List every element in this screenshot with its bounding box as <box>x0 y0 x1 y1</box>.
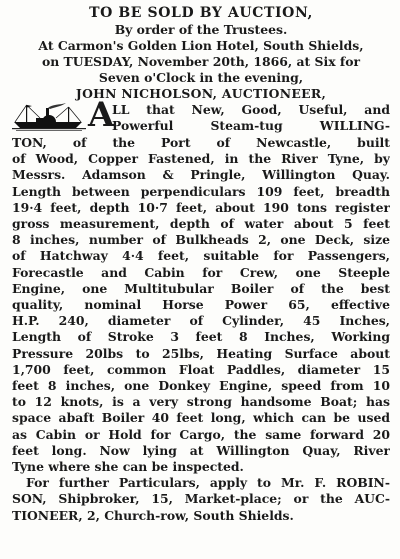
contact-footer <box>12 475 390 524</box>
body-line: H.P. 240, diameter of Cylinder, 45 Inches, <box>12 313 390 329</box>
body-line: Length of Stroke 3 feet 8 Inches, Working <box>12 329 390 345</box>
body-line: Engine, one Multitubular Boiler of the best <box>12 280 390 296</box>
body-line: feet 8 inches, one Donkey Engine, speed from 10 <box>12 378 390 394</box>
body-line: feet long. Now lying at Willington Quay, River <box>12 442 390 458</box>
time-line: Seven o'Clock in the evening, <box>98 70 304 85</box>
body-line: gross measurement, depth of water about 5 feet <box>12 216 390 232</box>
footer-line: TIONEER, 2, Church-row, South Shields. <box>12 507 294 523</box>
venue-line: At Carmon's Golden Lion Hotel, South Shields, <box>38 38 364 53</box>
body-line: Length between perpendiculars 109 feet, breadth <box>12 183 390 199</box>
body-line: Pressure 20lbs to 25lbs, Heating Surface about <box>12 345 390 361</box>
footer-line: SON, Shipbroker, 15, Market-place; or the AUC- <box>12 491 390 507</box>
body-line: to 12 knots, is a very strong handsome Boat; has <box>12 394 390 410</box>
auctioneer-name: JOHN NICHOLSON, <box>75 86 218 101</box>
body-line: 8 inches, number of Bulkheads 2, one Deck, size <box>12 232 390 248</box>
order-line: By order of the Trustees. <box>114 22 288 37</box>
auction-advertisement <box>12 4 390 524</box>
intro-line-2: Powerful Steam-tug WILLING- <box>112 118 390 133</box>
intro-block <box>12 95 390 135</box>
auctioneer-line <box>12 86 390 102</box>
footer-line: For further Particulars, apply to Mr. F. ROBIN- <box>26 475 390 491</box>
body-line: of Wood, Copper Fastened, in the River Tyne, by <box>12 151 390 167</box>
body-line: quality, nominal Horse Power 65, effective <box>12 297 390 313</box>
steam-tug-ship-icon <box>12 102 86 132</box>
description-body <box>12 135 390 475</box>
body-line: 1,700 feet, common Float Paddles, diameter 15 <box>12 361 390 377</box>
ad-title: TO BE SOLD BY AUCTION, <box>89 5 313 21</box>
drop-cap: A <box>88 95 115 135</box>
body-line: of Hatchway 4·4 feet, suitable for Passengers, <box>12 248 390 264</box>
intro-line-1: LL that New, Good, Useful, and <box>112 102 390 117</box>
body-line: space abaft Boiler 40 feet long, which can be used <box>12 410 390 426</box>
body-line: as Cabin or Hold for Cargo, the same forward 20 <box>12 426 390 442</box>
body-line: Forecastle and Cabin for Crew, one Steeple <box>12 264 390 280</box>
body-line: Tyne where she can be inspected. <box>12 459 244 475</box>
body-line: 19·4 feet, depth 10·7 feet, about 190 tons register <box>12 199 390 215</box>
body-line: TON, of the Port of Newcastle, built <box>12 135 390 150</box>
auctioneer-title: AUCTIONEER, <box>221 86 327 101</box>
date-line: on TUESDAY, November 20th, 1866, at Six for <box>41 54 361 69</box>
body-line: Messrs. Adamson & Pringle, Willington Quay. <box>12 167 390 183</box>
